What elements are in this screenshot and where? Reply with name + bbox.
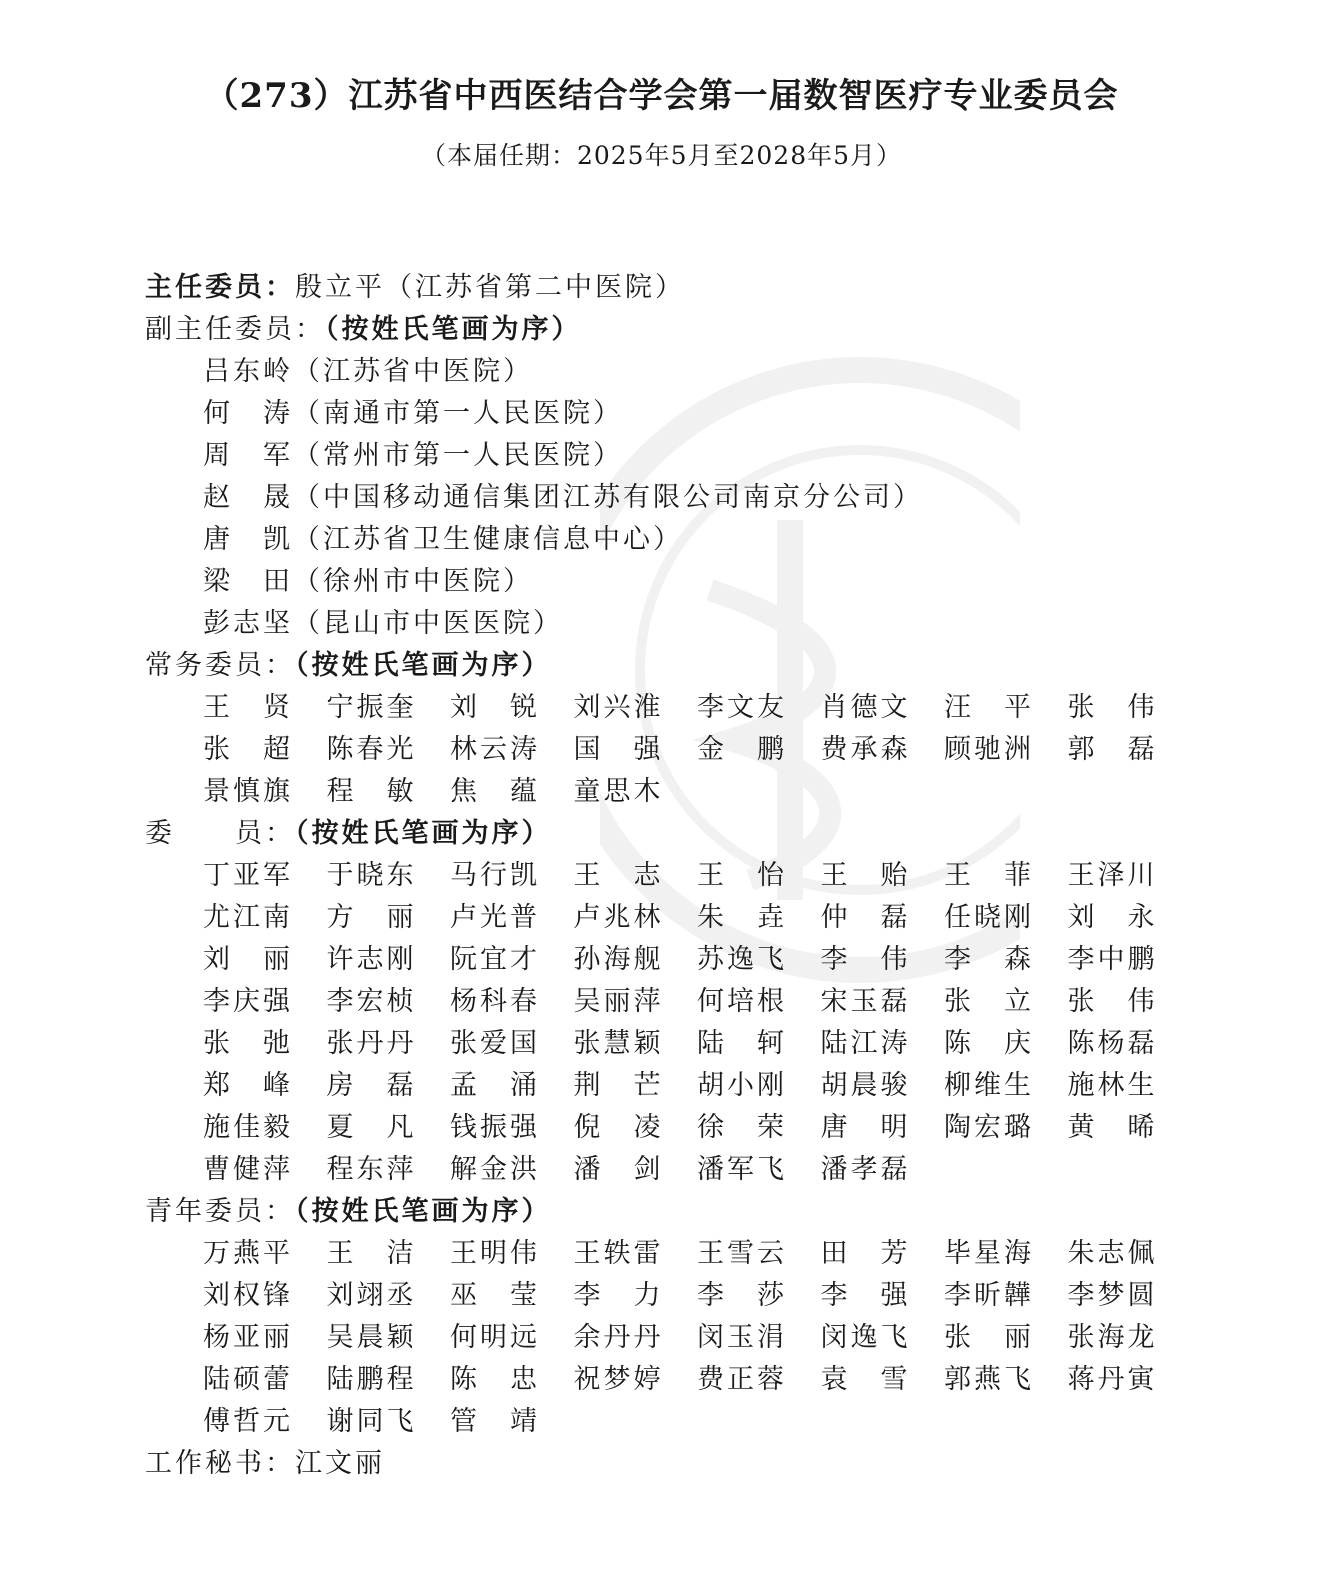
member-name: 阮宜才: [450, 944, 540, 975]
member-name: 宁振奎: [326, 692, 417, 723]
chair-name: 殷立平: [295, 272, 385, 303]
youth-members-list: [203, 1233, 1178, 1443]
member-name: 张爱国: [450, 1028, 540, 1059]
member-name: 仲 磊: [820, 902, 911, 933]
member-name: 毕星海: [944, 1238, 1034, 1269]
member-name: 卢兆林: [573, 902, 664, 933]
member-name: 施林生: [1067, 1070, 1158, 1101]
vice-chair-name: 周 军: [203, 440, 293, 471]
member-name: 柳维生: [944, 1070, 1034, 1101]
member-name: 万燕平: [203, 1238, 293, 1269]
member-name: 李宏桢: [326, 986, 417, 1017]
member-name: 肖德文: [820, 692, 911, 723]
member-name: 张慧颖: [573, 1028, 664, 1059]
chair-org: （江苏省第二中医院）: [385, 272, 685, 303]
member-name: 林云涛: [450, 734, 540, 765]
member-name: 任晓刚: [944, 902, 1034, 933]
standing-members-list: [203, 687, 1178, 813]
member-name: 陈 忠: [450, 1364, 540, 1395]
chair-line: [145, 267, 685, 309]
member-name: 程 敏: [326, 776, 417, 807]
member-name: 王泽川: [1067, 860, 1158, 891]
member-name: 程东萍: [326, 1154, 417, 1185]
term-subtitle: （本届任期：2025年5月至2028年5月）: [420, 141, 903, 170]
member-name: 袁 雪: [820, 1364, 911, 1395]
vice-chair-row: [203, 477, 923, 519]
vice-chair-name: 吕东岭: [203, 356, 293, 387]
members-label: 委 员：: [145, 818, 295, 849]
member-name: 何培根: [697, 986, 787, 1017]
standing-label: 常务委员：: [145, 650, 295, 681]
member-name: 王 怡: [697, 860, 787, 891]
member-name: 宋玉磊: [820, 986, 911, 1017]
member-name: 苏逸飞: [697, 944, 787, 975]
member-name: 顾驰洲: [944, 734, 1034, 765]
vice-chairs-heading: [145, 309, 582, 351]
member-name: 金 鹏: [697, 734, 787, 765]
member-name: 尤江南: [203, 902, 293, 933]
vice-chair-name: 赵 晟: [203, 482, 293, 513]
page-title: （273）江苏省中西医结合学会第一届数智医疗专业委员会: [204, 76, 1119, 116]
member-name: 闵逸飞: [820, 1322, 911, 1353]
member-name: 景慎旗: [203, 776, 293, 807]
secretary-line: [145, 1443, 385, 1485]
member-name: 陆鹏程: [326, 1364, 417, 1395]
member-name: 巫 莹: [450, 1280, 540, 1311]
member-name: 陈杨磊: [1067, 1028, 1158, 1059]
member-name: 余丹丹: [573, 1322, 664, 1353]
member-name: 刘翊丞: [326, 1280, 417, 1311]
member-name: 郭 磊: [1067, 734, 1158, 765]
vice-chair-row: [203, 561, 533, 603]
chair-label: 主任委员：: [145, 272, 295, 303]
member-name: 郭燕飞: [944, 1364, 1034, 1395]
vice-chair-name: 唐 凯: [203, 524, 293, 555]
member-name: 蒋丹寅: [1067, 1364, 1158, 1395]
member-name: 杨科春: [450, 986, 540, 1017]
member-name: 陆硕蕾: [203, 1364, 293, 1395]
member-name: 王 贻: [820, 860, 911, 891]
member-name: 李 森: [944, 944, 1034, 975]
member-name: 丁亚军: [203, 860, 293, 891]
member-name: 房 磊: [326, 1070, 417, 1101]
vice-chair-row: [203, 435, 623, 477]
vice-chair-org: （徐州市中医院）: [293, 566, 533, 597]
member-name: 陆 轲: [697, 1028, 787, 1059]
members-list: [203, 855, 1178, 1191]
vice-chair-row: [203, 351, 533, 393]
member-name: 方 丽: [326, 902, 417, 933]
member-name: 李昕韡: [944, 1280, 1034, 1311]
member-name: 王轶雷: [573, 1238, 664, 1269]
vice-chairs-label: 副主任委员：: [145, 314, 325, 345]
member-name: 孙海舰: [573, 944, 664, 975]
member-name: 刘权锋: [203, 1280, 293, 1311]
member-name: 张 伟: [1067, 692, 1158, 723]
vice-chair-org: （常州市第一人民医院）: [293, 440, 623, 471]
member-name: 李庆强: [203, 986, 293, 1017]
member-name: 唐 明: [820, 1112, 911, 1143]
member-name: 费正蓉: [697, 1364, 787, 1395]
member-name: 李 力: [573, 1280, 664, 1311]
youth-note: （按姓氏笔画为序）: [295, 1196, 552, 1227]
member-name: 张 伟: [1067, 986, 1158, 1017]
member-name: 李中鹏: [1067, 944, 1158, 975]
member-name: 李 伟: [820, 944, 911, 975]
secretary-name: 江文丽: [295, 1448, 385, 1479]
vice-chair-row: [203, 603, 563, 645]
member-name: 张丹丹: [326, 1028, 417, 1059]
member-name: 曹健萍: [203, 1154, 293, 1185]
member-name: 刘 锐: [450, 692, 540, 723]
member-name: 刘 永: [1067, 902, 1158, 933]
member-name: 朱 垚: [697, 902, 787, 933]
member-name: 汪 平: [944, 692, 1034, 723]
member-name: 国 强: [573, 734, 664, 765]
member-name: 王 贤: [203, 692, 293, 723]
member-name: 卢光普: [450, 902, 540, 933]
member-name: 朱志佩: [1067, 1238, 1158, 1269]
member-name: 张海龙: [1067, 1322, 1158, 1353]
member-name: 张 弛: [203, 1028, 293, 1059]
youth-heading: [145, 1191, 552, 1233]
member-name: 许志刚: [326, 944, 417, 975]
member-name: 何明远: [450, 1322, 540, 1353]
vice-chair-org: （南通市第一人民医院）: [293, 398, 623, 429]
member-name: 陆江涛: [820, 1028, 911, 1059]
member-name: 刘 丽: [203, 944, 293, 975]
member-name: 管 靖: [450, 1406, 540, 1437]
vice-chair-org: （江苏省中医院）: [293, 356, 533, 387]
member-name: 吴丽萍: [573, 986, 664, 1017]
member-name: 焦 蕴: [450, 776, 540, 807]
member-name: 胡小刚: [697, 1070, 787, 1101]
members-note: （按姓氏笔画为序）: [295, 818, 552, 849]
member-name: 陶宏璐: [944, 1112, 1034, 1143]
member-name: 潘 剑: [573, 1154, 664, 1185]
member-name: 郑 峰: [203, 1070, 293, 1101]
member-name: 王雪云: [697, 1238, 787, 1269]
member-name: 田 芳: [820, 1238, 911, 1269]
vice-chair-name: 何 涛: [203, 398, 293, 429]
vice-chair-org: （江苏省卫生健康信息中心）: [293, 524, 683, 555]
vice-chair-org: （中国移动通信集团江苏有限公司南京分公司）: [293, 482, 923, 513]
member-name: 费承森: [820, 734, 911, 765]
member-name: 荆 芒: [573, 1070, 664, 1101]
member-name: 谢同飞: [326, 1406, 417, 1437]
vice-chairs-note: （按姓氏笔画为序）: [325, 314, 582, 345]
member-name: 张 超: [203, 734, 293, 765]
member-name: 李文友: [697, 692, 787, 723]
member-name: 徐 荣: [697, 1112, 787, 1143]
member-name: 于晓东: [326, 860, 417, 891]
standing-heading: [145, 645, 552, 687]
member-name: 刘兴淮: [573, 692, 664, 723]
member-name: 张 立: [944, 986, 1034, 1017]
members-heading: [145, 813, 552, 855]
member-name: 马行凯: [450, 860, 540, 891]
member-name: 倪 凌: [573, 1112, 664, 1143]
member-name: 王 志: [573, 860, 664, 891]
member-name: 王明伟: [450, 1238, 540, 1269]
vice-chair-row: [203, 519, 683, 561]
member-name: 王 洁: [326, 1238, 417, 1269]
member-name: 潘军飞: [697, 1154, 787, 1185]
member-name: 夏 凡: [326, 1112, 417, 1143]
vice-chair-org: （昆山市中医医院）: [293, 608, 563, 639]
member-name: 张 丽: [944, 1322, 1034, 1353]
member-name: 解金洪: [450, 1154, 540, 1185]
member-name: 黄 晞: [1067, 1112, 1158, 1143]
member-name: 杨亚丽: [203, 1322, 293, 1353]
vice-chair-row: [203, 393, 623, 435]
member-name: 钱振强: [450, 1112, 540, 1143]
member-name: 王 菲: [944, 860, 1034, 891]
secretary-label: 工作秘书：: [145, 1448, 295, 1479]
member-name: 李 莎: [697, 1280, 787, 1311]
member-name: 李 强: [820, 1280, 911, 1311]
member-name: 祝梦婷: [573, 1364, 664, 1395]
vice-chair-name: 彭志坚: [203, 608, 293, 639]
member-name: 胡晨骏: [820, 1070, 911, 1101]
member-name: 傅哲元: [203, 1406, 293, 1437]
youth-label: 青年委员：: [145, 1196, 295, 1227]
standing-note: （按姓氏笔画为序）: [295, 650, 552, 681]
member-name: 闵玉涓: [697, 1322, 787, 1353]
member-name: 李梦圆: [1067, 1280, 1158, 1311]
member-name: 童思木: [573, 776, 664, 807]
member-name: 陈春光: [326, 734, 417, 765]
member-name: 陈 庆: [944, 1028, 1034, 1059]
member-name: 孟 涌: [450, 1070, 540, 1101]
vice-chair-name: 梁 田: [203, 566, 293, 597]
member-name: 施佳毅: [203, 1112, 293, 1143]
member-name: 吴晨颖: [326, 1322, 417, 1353]
member-name: 潘孝磊: [820, 1154, 911, 1185]
